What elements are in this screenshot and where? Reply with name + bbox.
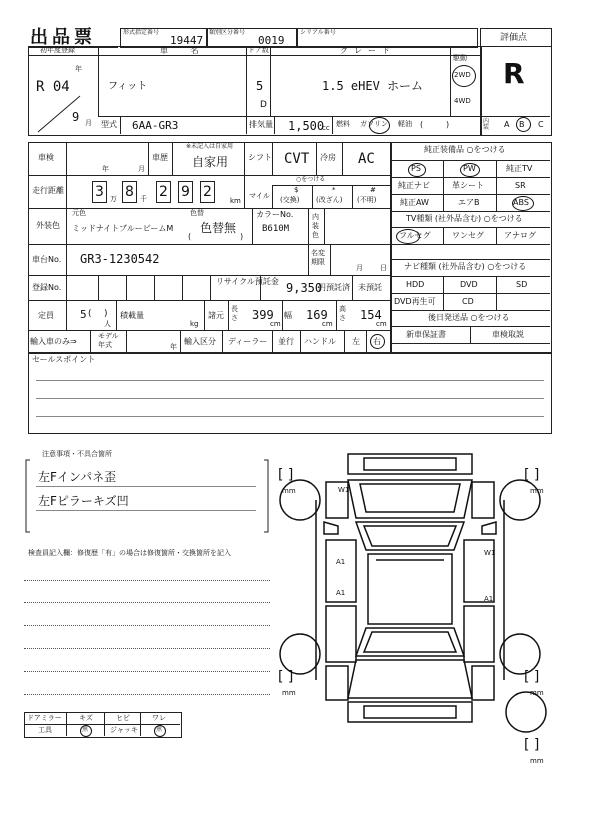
serial-label: シリアル番号 xyxy=(300,29,336,36)
equip-fullseg: フルセグ xyxy=(399,231,431,240)
model-cert-label: 形式指定番号 xyxy=(123,29,160,36)
capacity-value: 5 xyxy=(80,308,87,321)
mileage-opt-exchange: (交換) xyxy=(280,196,300,204)
tire-fr-bracket: [ ] xyxy=(524,467,540,483)
shift-label: シフト xyxy=(248,153,272,162)
car-name-value: フィット xyxy=(108,81,148,92)
recycle-label: リサイクル預託金 xyxy=(216,277,279,286)
fuel-label: 燃料 xyxy=(336,120,350,128)
import-dealer: ディーラー xyxy=(228,337,268,346)
equip-warranty: 新車保証書 xyxy=(406,330,446,339)
damage-mark-w1-1: W1 xyxy=(338,486,350,494)
sales-point-label: セールスポイント xyxy=(32,355,96,364)
tire-rr-bracket: [ ] xyxy=(524,669,540,685)
tire-rl-bracket: [ ] xyxy=(278,669,294,685)
shaken-label: 車検 xyxy=(38,153,54,162)
mileage-mark-note: ○をつける xyxy=(296,176,326,183)
color-code-value: B610M xyxy=(262,224,290,234)
handle-left: 左 xyxy=(352,337,360,346)
equip-manual: 車検取説 xyxy=(492,330,524,339)
equip-hdd: HDD xyxy=(406,280,425,289)
chassis-value: GR3-1230542 xyxy=(80,252,160,266)
width-value: 169 xyxy=(306,308,328,322)
displacement-value: 1,500 xyxy=(288,119,325,133)
equip-genuine-title: 純正装備品 ○をつける xyxy=(424,145,506,154)
displacement-label: 排気量 xyxy=(249,120,273,129)
recycle-unpaid: 未預託 xyxy=(358,283,382,292)
spec-table xyxy=(28,142,392,354)
shift-value: CVT xyxy=(284,151,310,167)
equip-abs: ABS xyxy=(513,198,529,207)
ac-value: AC xyxy=(358,151,375,167)
mileage-label: 走行距離 xyxy=(32,186,64,195)
length-value: 399 xyxy=(252,308,274,322)
damage-mark-a1-2: A1 xyxy=(336,589,346,597)
equip-sr: SR xyxy=(515,181,526,190)
doors-label: ドア数 xyxy=(248,46,269,54)
drive-label: 駆動 xyxy=(453,54,467,62)
equip-dvd-play: DVD再生可 xyxy=(394,297,436,306)
drive-2wd: 2WD xyxy=(454,71,471,79)
mileage-digit-5: 2 xyxy=(200,181,215,203)
interior-b: B xyxy=(519,120,525,129)
mileage-opt-unknown: (不明) xyxy=(357,196,377,204)
color-paint-value: 色替無 xyxy=(200,221,237,235)
rating-value: R xyxy=(503,57,525,90)
model-year-label: モデル年式 xyxy=(98,332,119,349)
tire-fl-bracket: [ ] xyxy=(278,467,294,483)
category-value: 0019 xyxy=(258,34,285,47)
grade-label: グレード xyxy=(340,46,396,55)
fuel-diesel: 軽油 xyxy=(398,120,412,128)
first-reg-label: 初年度登録 xyxy=(40,46,75,54)
handle-label: ハンドル xyxy=(304,337,336,346)
height-value: 154 xyxy=(360,308,382,322)
sales-point-box xyxy=(28,352,552,434)
category-label: 類別区分番号 xyxy=(209,29,246,36)
recycle-value: 9,350 xyxy=(286,281,323,295)
equip-tv-title: TV種類 (社外品含む) ○をつける xyxy=(406,214,523,223)
equip-analog: アナログ xyxy=(504,231,536,240)
usage-note: ※未記入は自家用 xyxy=(186,143,234,150)
equip-oneseg: ワンセグ xyxy=(452,231,484,240)
equip-genuine-tv: 純正TV xyxy=(506,164,533,173)
car-name-label: 車 名 xyxy=(160,46,209,55)
equip-sd: SD xyxy=(516,280,528,289)
equip-leather: 革シート xyxy=(452,181,484,190)
type-label: 型式 xyxy=(101,120,117,129)
usage-label: 車歴 xyxy=(152,153,168,162)
mileage-digit-4: 9 xyxy=(178,181,193,203)
equip-genuine-navi: 純正ナビ xyxy=(398,181,430,190)
equip-navi-title: ナビ種類 (社外品含む) ○をつける xyxy=(404,262,527,271)
interior-label: 内装 xyxy=(483,118,490,131)
import-parallel: 並行 xyxy=(278,337,294,346)
capacity-label: 定員 xyxy=(38,311,54,320)
load-label: 積載量 xyxy=(120,311,144,320)
import-category-label: 輸入区分 xyxy=(184,337,216,346)
ac-label: 冷房 xyxy=(320,153,336,162)
grade-value: 1.5 eHEV ホーム xyxy=(322,79,424,93)
color-code-label: カラーNo. xyxy=(256,210,294,219)
mileage-digit-2: 8 xyxy=(122,181,137,203)
notes-line-2: 左Fピラーキズ凹 xyxy=(38,494,129,508)
equip-cd: CD xyxy=(462,297,474,306)
doors-value: 5 xyxy=(256,79,264,93)
notes-title: 注意事項・不具合箇所 xyxy=(42,450,112,458)
usage-value: 自家用 xyxy=(192,155,229,169)
handle-right: 右 xyxy=(373,337,381,346)
checklist-jack: ジャッキ xyxy=(110,726,138,734)
equip-dvd: DVD xyxy=(460,280,478,289)
mileage-mile: マイル xyxy=(249,192,270,200)
color-label: 外装色 xyxy=(36,221,60,230)
mileage-digit-3: 2 xyxy=(156,181,171,203)
rating-label: 評価点 xyxy=(500,33,528,43)
model-cert-value: 19447 xyxy=(170,34,204,47)
first-reg-year: R 04 xyxy=(36,79,70,95)
meigen-label: 名変期限 xyxy=(311,249,325,266)
equip-later-title: 後日発送品 ○をつける xyxy=(428,313,510,322)
inspector-label: 検査員記入欄：修復歴「有」の場合は修復箇所・交換箇所を記入 xyxy=(28,549,231,557)
mileage-digit-1: 3 xyxy=(92,181,107,203)
chassis-label: 車台No. xyxy=(32,255,62,264)
equip-pw: PW xyxy=(463,164,476,173)
damage-mark-a1-3: A1 xyxy=(484,595,494,603)
first-reg-diagonal xyxy=(28,88,98,134)
equip-ps: PS xyxy=(411,164,421,173)
drive-4wd: 4WD xyxy=(454,97,471,105)
dims-label: 諸元 xyxy=(208,311,224,320)
notes-line-1: 左Fインパネ歪 xyxy=(38,470,117,484)
import-label: 輸入車のみ⇒ xyxy=(30,337,77,346)
type-value: 6AA-GR3 xyxy=(132,119,179,132)
damage-mark-w1-2: W1 xyxy=(484,549,496,557)
form-title: 出品票 xyxy=(30,27,96,48)
reg-no-label: 登録No. xyxy=(32,283,62,292)
damage-mark-a1-1: A1 xyxy=(336,558,346,566)
checklist-tools: 工具 xyxy=(38,726,52,734)
fuel-gasoline: ガソリン xyxy=(360,120,388,128)
first-reg-month: 9 xyxy=(72,110,80,124)
equip-genuine-aw: 純正AW xyxy=(400,198,429,207)
color-original-value: ミッドナイトブルービームM xyxy=(72,224,174,233)
interior-color-label: 内装色 xyxy=(312,213,319,239)
tire-spare-bracket: [ ] xyxy=(524,737,540,753)
equip-airbag: エアB xyxy=(458,198,480,207)
mileage-opt-tampered: (改ざん) xyxy=(316,196,343,204)
